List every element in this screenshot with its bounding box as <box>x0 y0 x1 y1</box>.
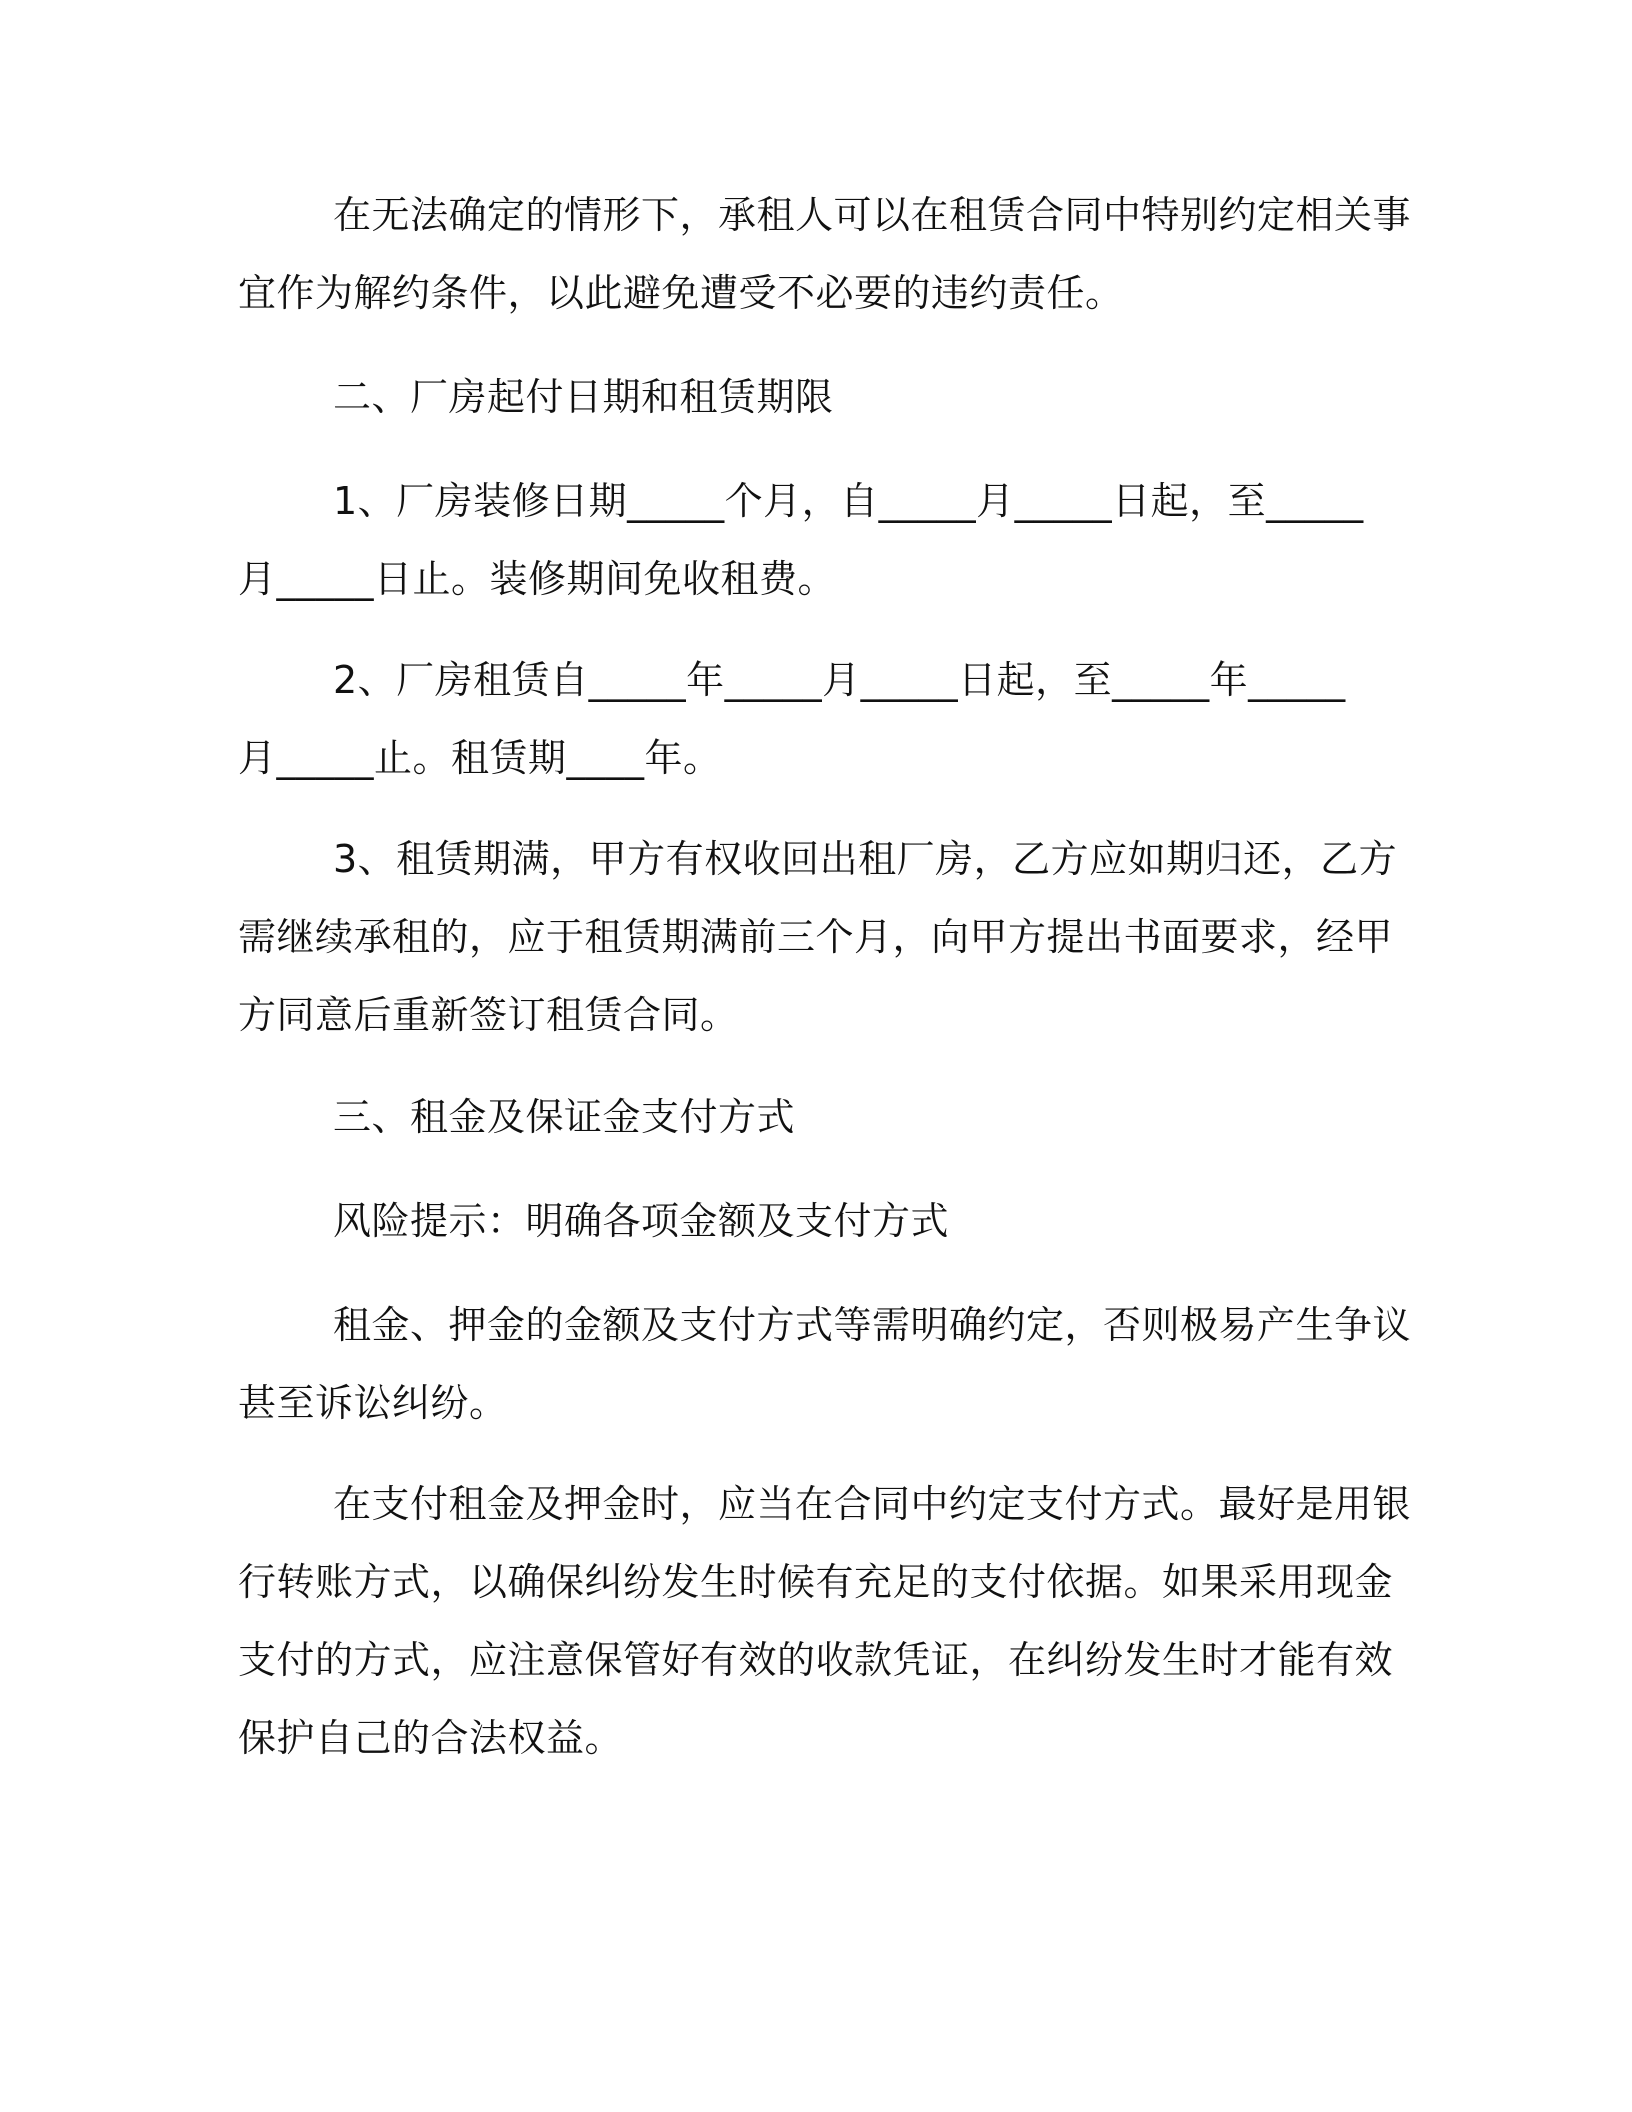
clause-renovation-period <box>238 462 1378 618</box>
paragraph-deposit-terms <box>238 1286 1412 1442</box>
text-line: 甚至诉讼纠纷。 <box>238 1381 508 1425</box>
text-line: 租金、押金的金额及支付方式等需明确约定，否则极易产生争议 <box>333 1303 1412 1347</box>
text-line: 在支付租金及押金时，应当在合同中约定支付方式。最好是用银 <box>333 1482 1412 1526</box>
text-line: 支付的方式，应注意保管好有效的收款凭证，在纠纷发生时才能有效 <box>238 1638 1394 1682</box>
section-heading-payment <box>238 1078 1473 1156</box>
paragraph-payment-method <box>238 1465 1412 1777</box>
risk-tip <box>238 1182 1473 1260</box>
paragraph-termination-condition <box>238 176 1412 332</box>
text-line: 3、租赁期满，甲方有权收回出租厂房，乙方应如期归还，乙方 <box>333 837 1398 881</box>
text-line: 需继续承租的，应于租赁期满前三个月，向甲方提出书面要求，经甲 <box>238 915 1394 959</box>
clause-lease-expiry <box>238 820 1398 1054</box>
text-line: 1、厂房装修日期_____个月，自_____月_____日起，至_____ <box>333 479 1364 523</box>
text-line: 月_____日止。装修期间免收租费。 <box>238 557 837 601</box>
text-line: 2、厂房租赁自_____年_____月_____日起，至_____年_____ <box>333 658 1346 702</box>
clause-lease-dates <box>238 641 1378 797</box>
text-line: 行转账方式，以确保纠纷发生时候有充足的支付依据。如果采用现金 <box>238 1560 1394 1604</box>
heading-text: 二、厂房起付日期和租赁期限 <box>333 375 834 419</box>
heading-text: 三、租金及保证金支付方式 <box>333 1095 796 1139</box>
text-line: 方同意后重新签订租赁合同。 <box>238 993 739 1037</box>
section-heading-lease-term <box>238 358 1473 436</box>
text-line: 月_____止。租赁期____年。 <box>238 736 722 780</box>
text-line: 宜作为解约条件，以此避免遭受不必要的违约责任。 <box>238 271 1124 315</box>
text-line: 在无法确定的情形下，承租人可以在租赁合同中特别约定相关事 <box>333 193 1412 237</box>
risk-tip-text: 风险提示：明确各项金额及支付方式 <box>333 1199 950 1243</box>
text-line: 保护自己的合法权益。 <box>238 1716 624 1760</box>
